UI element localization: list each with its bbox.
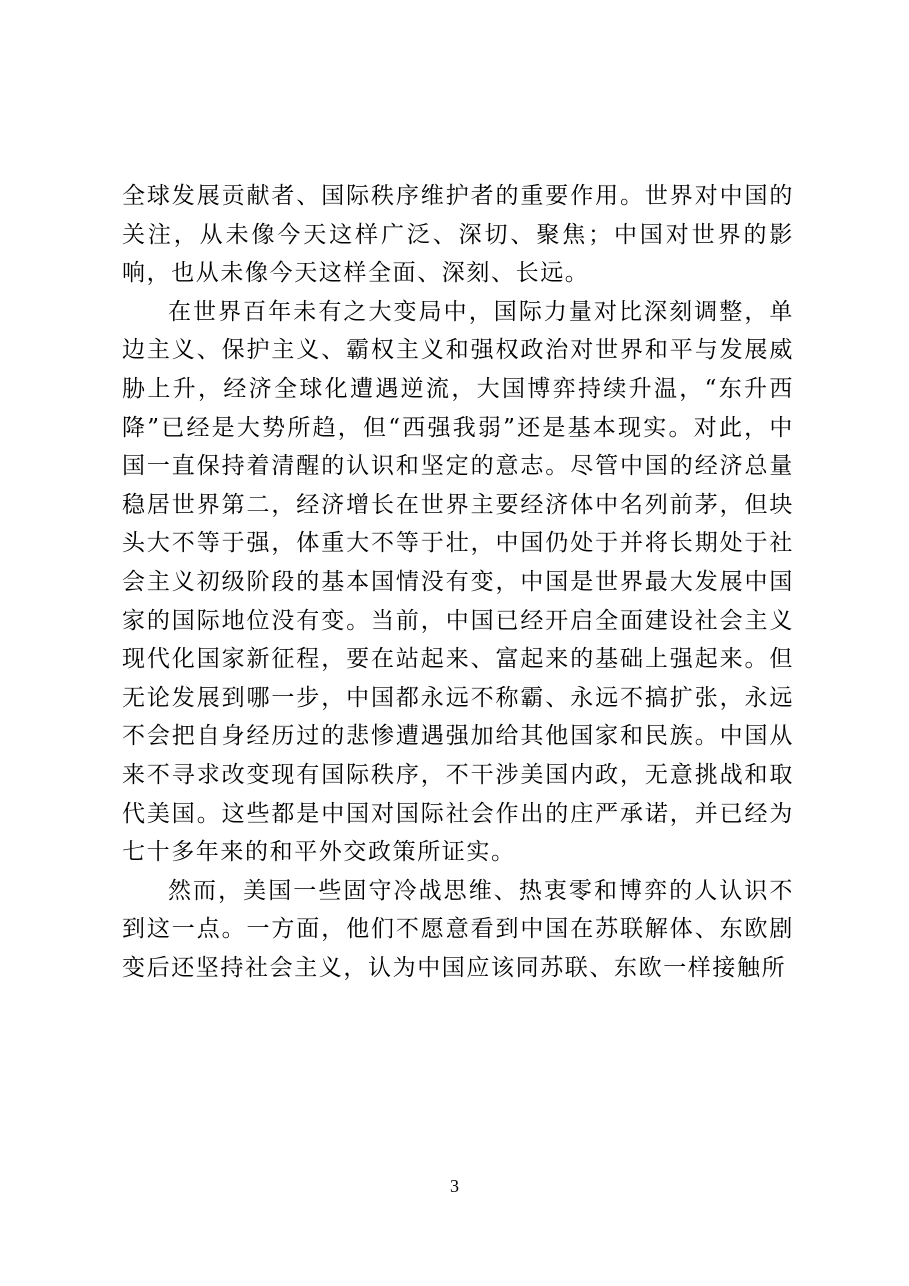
body-text xyxy=(122,177,794,987)
paragraph-1: 全球发展贡献者、国际秩序维护者的重要作用。世界对中国的关注，从未像今天这样广泛、深切、聚焦；中国对世界的影响，也从未像今天这样全面、深刻、长远。 xyxy=(122,183,794,287)
paragraph-2: 在世界百年未有之大变局中，国际力量对比深刻调整，单边主义、保护主义、霸权主义和强权政治对世界和平与发展威胁上升，经济全球化遭遇逆流，大国博弈持续升温，“东升西降”已经是大势所趋，但“西强我弱”还是基本现实。对此，中国一直保持着清醒的认识和坚定的意志。尽管中国的经济总量稳居世界第二，经济增长在世界主要经济体中名列前茅，但块头大不等于强，体重大不等于壮，中国仍处于并将长期处于社会主义初级阶段的基本国情没有变，中国是世界最大发展中国家的国际地位没有变。当前，中国已经开启全面建设社会主义现代化国家新征程，要在站起来、富起来的基础上强起来。但无论发展到哪一步，中国都永远不称霸、永远不搞扩张，永远不会把自身经历过的悲惨遭遇强加给其他国家和民族。中国从来不寻求改变现有国际秩序，不干涉美国内政，无意挑战和取代美国。这些都是中国对国际社会作出的庄严承诺，并已经为七十多年来的和平外交政策所证实。 xyxy=(122,298,794,866)
paragraph-3: 然而，美国一些固守冷战思维、热衷零和博弈的人认识不到这一点。一方面，他们不愿意看到中国在苏联解体、东欧剧变后还坚持社会主义，认为中国应该同苏联、东欧一样接触所 xyxy=(122,877,794,981)
page-number: 3 xyxy=(450,1176,459,1196)
